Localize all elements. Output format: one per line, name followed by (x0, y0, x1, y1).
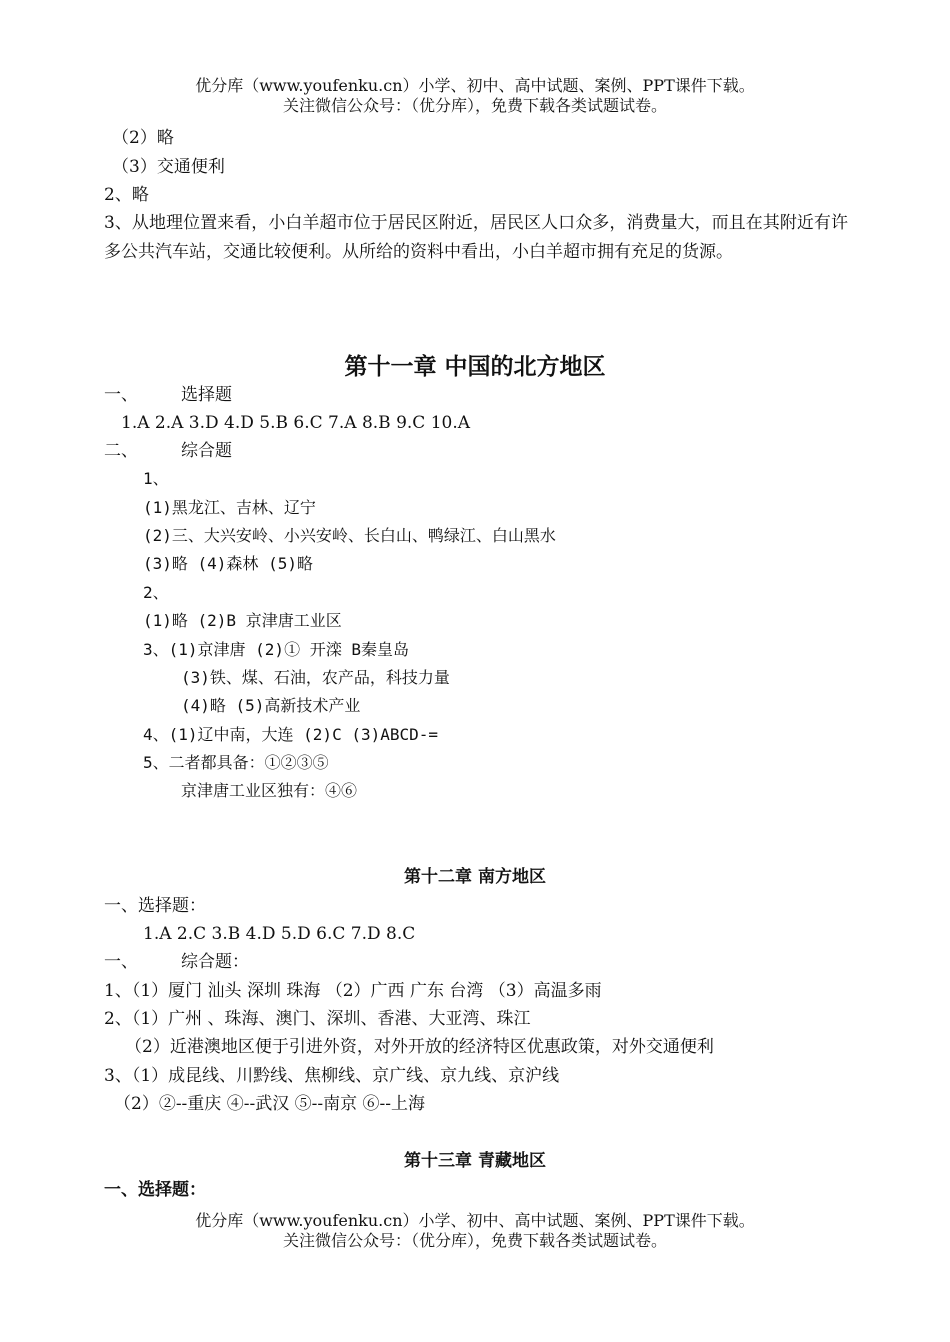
ch11-line: 2、 (143, 583, 169, 602)
ch11-sec1-answers: 1.A 2.A 3.D 4.D 5.B 6.C 7.A 8.B 9.C 10.A (121, 413, 471, 433)
ch11-sec1-title: 选择题 (181, 385, 232, 405)
chapter-13-title: 第十三章 青藏地区 (404, 1151, 546, 1171)
ch12-sec2-title: 综合题： (181, 952, 249, 972)
ch12-line: 1、（1）厦门 汕头 深圳 珠海 （2）广西 广东 台湾 （3）高温多雨 (104, 981, 602, 1001)
header-line-2: 关注微信公众号：（优分库），免费下载各类试题试卷。 (282, 96, 667, 115)
ch12-sec1-title: 一、选择题： (104, 896, 206, 916)
ch11-line: (1)略 (2)B 京津唐工业区 (143, 611, 342, 630)
footer-line-1: 优分库（www.youfenku.cn）小学、初中、高中试题、案例、PPT课件下载。 (195, 1211, 755, 1230)
ch11-line: 5、二者都具备：①②③⑤ (143, 753, 329, 772)
intro-a3-paragraph: 3、从地理位置来看，小白羊超市位于居民区附近，居民区人口众多，消费量大，而且在其附近有许多公共汽车站，交通比较便利。从所给的资料中看出，小白羊超市拥有充足的货源。 (104, 213, 848, 262)
ch11-line: (2)三、大兴安岭、小兴安岭、长白山、鸭绿江、白山黑水 (143, 526, 556, 545)
footer-line-2: 关注微信公众号：（优分库），免费下载各类试题试卷。 (282, 1231, 667, 1250)
ch11-sec1-number: 一、 (104, 385, 138, 405)
ch11-line: (3)略 (4)森林 (5)略 (143, 554, 313, 573)
ch11-line: 1、 (143, 469, 169, 488)
chapter-11-title: 第十一章 中国的北方地区 (344, 353, 606, 380)
intro-q3: （3）交通便利 (112, 157, 225, 177)
ch11-sec2-title: 综合题 (181, 441, 232, 461)
ch12-line: 3、（1）成昆线、川黔线、焦柳线、京广线、京九线、京沪线 (104, 1066, 560, 1086)
ch11-line: (1)黑龙江、吉林、辽宁 (143, 498, 316, 517)
ch12-line: （2）②--重庆 ④--武汉 ⑤--南京 ⑥--上海 (114, 1094, 425, 1114)
chapter-12-title: 第十二章 南方地区 (404, 867, 546, 887)
ch11-line: (4)略 (5)高新技术产业 (181, 696, 361, 715)
header-line-1: 优分库（www.youfenku.cn）小学、初中、高中试题、案例、PPT课件下载。 (195, 76, 755, 95)
ch11-line: 3、(1)京津唐 (2)① 开滦 B秦皇岛 (143, 640, 409, 659)
ch11-sec2-number: 二、 (104, 441, 138, 461)
ch12-line: 2、（1）广州 、珠海、澳门、深圳、香港、大亚湾、珠江 (104, 1009, 531, 1029)
ch13-sec1-title: 一、选择题： (104, 1180, 206, 1200)
ch12-line: （2）近港澳地区便于引进外资，对外开放的经济特区优惠政策，对外交通便利 (125, 1037, 714, 1057)
ch12-sec1-answers: 1.A 2.C 3.B 4.D 5.D 6.C 7.D 8.C (143, 924, 416, 944)
ch11-line: (3)铁、煤、石油，农产品，科技力量 (181, 668, 450, 687)
ch12-sec2-number: 一、 (104, 952, 138, 972)
intro-q2: （2）略 (112, 128, 174, 148)
ch11-line: 京津唐工业区独有：④⑥ (181, 781, 358, 800)
intro-a2: 2、略 (104, 185, 149, 205)
ch11-line: 4、(1)辽中南，大连 (2)C (3)ABCD-= (143, 725, 439, 744)
